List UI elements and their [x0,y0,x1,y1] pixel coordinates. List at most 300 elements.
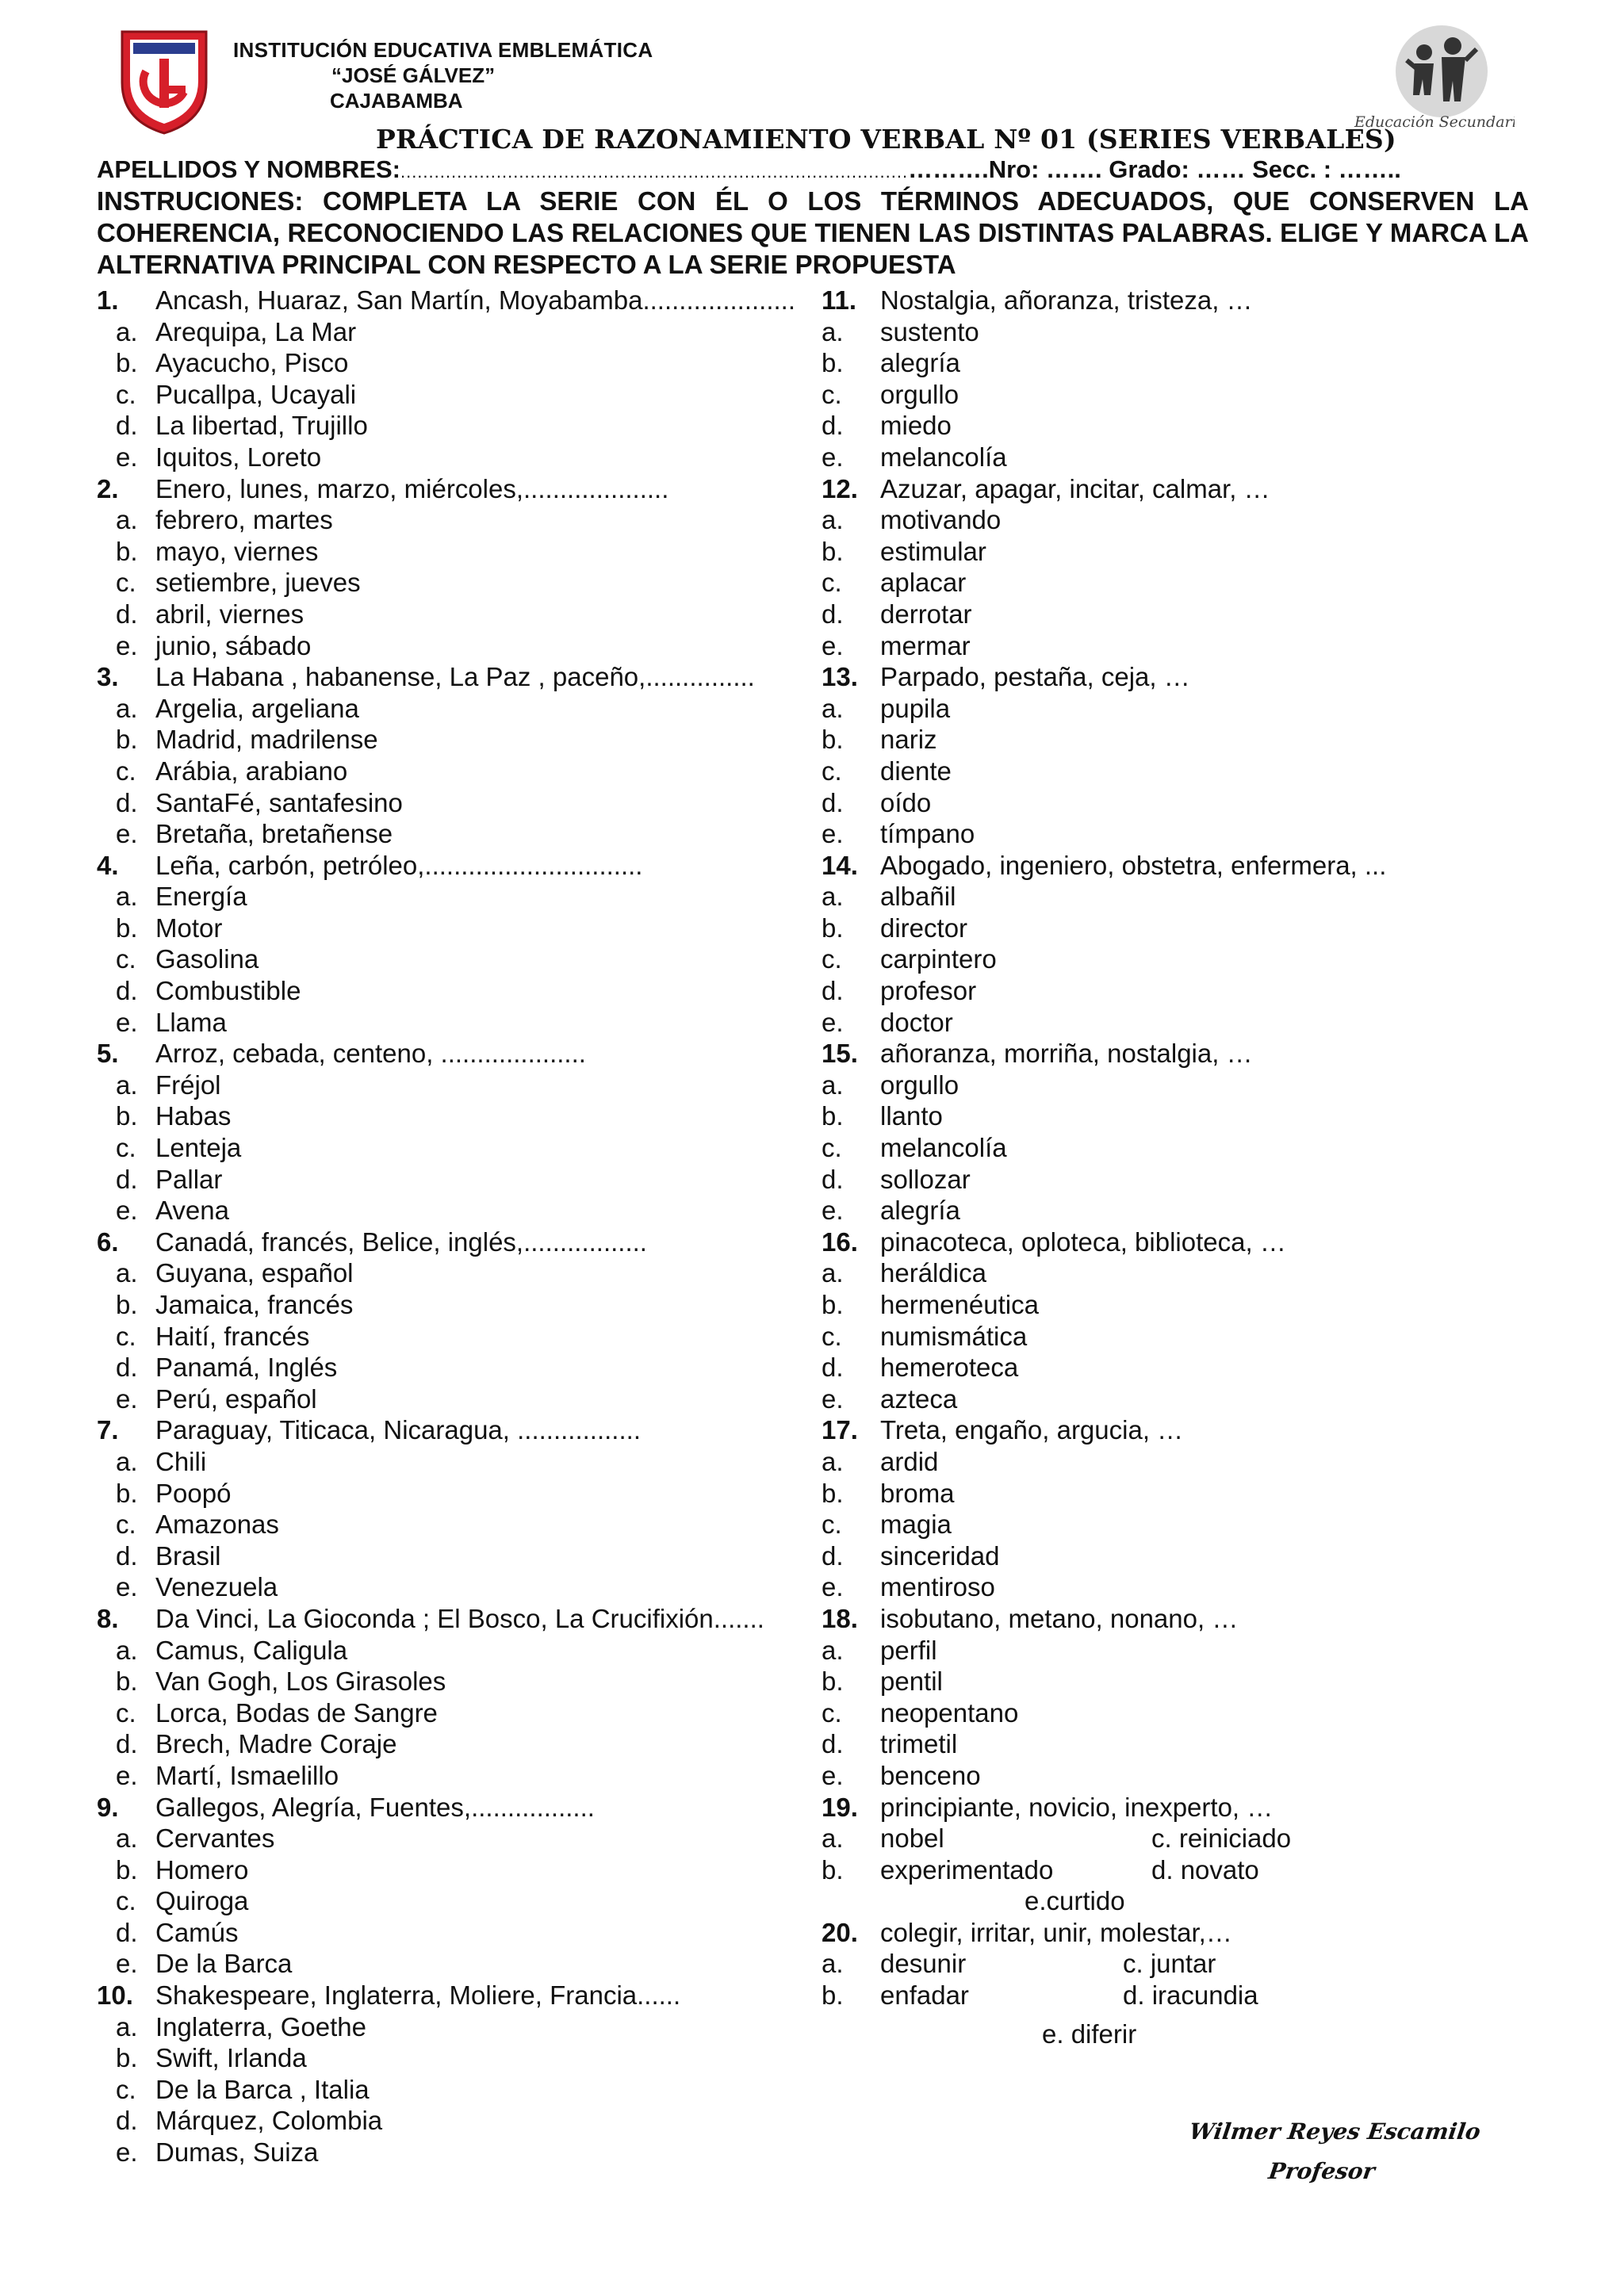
option-row[interactable] [822,536,1535,568]
question-prompt: Arroz, cebada, centeno, .................... [155,1039,586,1069]
option-text[interactable]: Inglaterra, Goethe [155,2011,366,2042]
option-text[interactable]: Swift, Irlanda [155,2043,307,2073]
option-row[interactable] [822,1635,1535,1667]
question-6 [97,1226,818,1258]
option-row[interactable] [97,1917,818,1949]
option-row[interactable] [822,1100,1535,1132]
option-letter: b. [116,348,138,378]
option-row[interactable] [97,1321,818,1353]
option-text[interactable]: melancolía [880,1133,1007,1163]
option-letter: c. [116,1321,136,1351]
option-row[interactable] [822,410,1535,442]
option-row[interactable] [822,1007,1535,1039]
option-text[interactable]: aplacar [880,568,967,598]
option-letter: d. [822,1540,844,1571]
option-row[interactable] [97,504,818,536]
option-text[interactable]: Energía [155,882,247,912]
option-text[interactable]: desunir [880,1949,967,1979]
option-text[interactable]: diente [880,756,952,786]
option-text[interactable]: Pucallpa, Ucayali [155,379,357,409]
option-text[interactable]: e. diferir [1042,2019,1137,2049]
option-text[interactable]: ardid [880,1446,939,1476]
option-text[interactable]: doctor [880,1007,953,1037]
option-row[interactable] [822,693,1535,725]
option-text[interactable]: abril, viernes [155,599,304,629]
option-text[interactable]: tímpano [880,819,975,849]
question-prompt: añoranza, morriña, nostalgia, … [880,1039,1253,1069]
option-text[interactable]: Poopó [155,1478,232,1508]
option-text[interactable]: Brasil [155,1540,221,1571]
option-row[interactable] [822,724,1535,756]
option-text[interactable]: perfil [880,1635,937,1665]
option-text[interactable]: Ayacucho, Pisco [155,348,349,378]
option-row[interactable] [97,1854,818,1886]
option-letter: c. [116,756,136,786]
option-letter: e. [822,1760,844,1790]
option-letter: e. [822,442,844,472]
option-text[interactable]: Lorca, Bodas de Sangre [155,1697,438,1728]
option-text[interactable]: director [880,913,968,943]
question-17 [822,1414,1535,1446]
option-row[interactable] [822,567,1535,599]
question-number: 8. [97,1603,119,1633]
option-row[interactable] [97,347,818,379]
option-text[interactable]: Haití, francés [155,1321,310,1351]
option-row[interactable] [97,1540,818,1572]
option-row[interactable] [822,1728,1535,1760]
option-text[interactable]: Madrid, madrilense [155,725,378,755]
option-text[interactable]: numismática [880,1321,1028,1351]
question-12 [822,473,1535,505]
option-text[interactable]: Quiroga [155,1886,249,1916]
seccion-label[interactable]: Secc. : …….. [1252,155,1401,183]
option-text[interactable]: Jamaica, francés [155,1290,354,1319]
question-5 [97,1038,818,1070]
option-row[interactable] [97,1509,818,1540]
option-row[interactable] [822,1070,1535,1101]
option-row[interactable] [97,2011,818,2043]
option-row[interactable] [822,1697,1535,1729]
option-letter: a. [116,1823,138,1854]
option-row[interactable] [97,724,818,756]
question-number: 9. [97,1792,119,1822]
option-text[interactable]: derrotar [880,599,972,629]
option-text[interactable]: Panamá, Inglés [155,1353,338,1383]
option-text[interactable]: e.curtido [1025,1886,1125,1916]
option-letter: e. [822,1572,844,1602]
option-row[interactable] [822,1854,1535,1886]
question-prompt: principiante, novicio, inexperto, … [880,1792,1274,1822]
option-letter: a. [822,882,844,912]
option-row[interactable] [97,1352,818,1383]
option-letter: a. [822,1949,844,1979]
option-row[interactable] [97,1383,818,1415]
option-row[interactable] [822,1164,1535,1196]
question-number: 7. [97,1415,119,1445]
option-text[interactable]: Combustible [155,976,301,1006]
option-text[interactable]: Dumas, Suiza [155,2137,319,2168]
option-letter: b. [116,1290,138,1319]
question-13 [822,661,1535,693]
question-prompt: colegir, irritar, unir, molestar,… [880,1917,1232,1947]
option-text[interactable]: melancolía [880,442,1007,472]
institution-name: INSTITUCIÓN EDUCATIVA EMBLEMÁTICA [233,38,653,62]
option-letter: e. [116,1196,138,1226]
question-prompt: Parpado, pestaña, ceja, … [880,662,1190,692]
option-text[interactable]: d. iracundia [1123,1980,1258,2011]
option-row[interactable] [822,379,1535,411]
option-row[interactable] [97,442,818,473]
option-row[interactable] [822,1540,1535,1572]
option-text[interactable]: Brech, Madre Coraje [155,1729,397,1759]
option-row[interactable] [97,1100,818,1132]
option-text[interactable]: alegría [880,348,960,378]
option-row[interactable] [97,1728,818,1760]
option-text[interactable]: Camús [155,1917,239,1947]
option-text[interactable]: Bretaña, bretañense [155,819,393,849]
option-letter: e. [116,1949,138,1979]
option-letter: b. [116,2043,138,2073]
option-letter: c. [116,2074,136,2104]
option-letter: e. [822,1383,844,1414]
option-row[interactable] [822,1195,1535,1226]
option-row[interactable] [822,1383,1535,1415]
option-text[interactable]: nariz [880,725,937,755]
option-text[interactable]: Motor [155,913,223,943]
option-text[interactable]: De la Barca , Italia [155,2074,370,2104]
option-text[interactable]: magia [880,1510,952,1540]
option-letter: d. [822,411,844,441]
option-letter: a. [116,1446,138,1476]
option-text[interactable]: Arábia, arabiano [155,756,348,786]
question-number: 19. [822,1792,858,1822]
option-text[interactable]: carpintero [880,944,997,974]
question-prompt: Treta, engaño, argucia, … [880,1415,1184,1445]
questions-left-column [97,285,818,2168]
question-prompt: isobutano, metano, nonano, … [880,1603,1239,1633]
option-text[interactable]: Argelia, argeliana [155,693,359,723]
option-text[interactable]: oído [880,787,932,817]
option-row[interactable] [822,1885,1535,1917]
option-letter: d. [116,1353,138,1383]
option-row[interactable] [822,1571,1535,1603]
option-letter: a. [822,1446,844,1476]
option-text[interactable]: Llama [155,1007,227,1037]
option-letter: b. [822,1101,844,1131]
option-letter: c. [116,1697,136,1728]
option-text[interactable]: Chili [155,1446,207,1476]
option-text[interactable]: Camus, Caligula [155,1635,348,1665]
option-text[interactable]: Arequipa, La Mar [155,316,357,346]
question-14 [822,850,1535,882]
question-number: 12. [822,473,858,503]
option-text[interactable]: profesor [880,976,977,1006]
option-text[interactable]: junio, sábado [155,630,312,660]
nro-label[interactable]: ……….Nro: ……. [908,155,1102,183]
option-text[interactable]: neopentano [880,1697,1019,1728]
question-9 [97,1792,818,1823]
option-row[interactable] [97,379,818,411]
option-row[interactable] [97,2042,818,2074]
option-row[interactable] [97,1478,818,1510]
option-text[interactable]: sinceridad [880,1540,1000,1571]
option-letter: d. [116,599,138,629]
option-text[interactable]: SantaFé, santafesino [155,787,403,817]
option-row[interactable] [97,316,818,348]
option-row[interactable] [97,1885,818,1917]
option-letter: a. [822,693,844,723]
option-row[interactable] [822,1980,1535,2011]
option-letter: b. [822,1667,844,1697]
option-letter: b. [822,1290,844,1319]
question-number: 4. [97,850,119,880]
option-text[interactable]: hemeroteca [880,1353,1019,1383]
option-text[interactable]: broma [880,1478,955,1508]
question-number: 6. [97,1226,119,1257]
option-row[interactable] [97,1446,818,1478]
option-text[interactable]: orgullo [880,379,959,409]
question-10 [97,1980,818,2011]
option-row[interactable] [97,756,818,787]
option-text[interactable]: sustento [880,316,979,346]
option-row[interactable] [97,536,818,568]
option-row[interactable] [97,2137,818,2168]
option-text[interactable]: La libertad, Trujillo [155,411,368,441]
option-row[interactable] [97,913,818,944]
option-text[interactable]: Cervantes [155,1823,275,1854]
option-row[interactable] [822,1132,1535,1164]
question-prompt: Leña, carbón, petróleo,.............................. [155,850,643,880]
option-row[interactable] [822,347,1535,379]
option-text[interactable]: Van Gogh, Los Girasoles [155,1667,446,1697]
option-letter: e. [116,1572,138,1602]
option-row[interactable] [97,1635,818,1667]
option-row[interactable] [97,1257,818,1289]
option-row[interactable] [97,1666,818,1697]
option-row[interactable] [822,599,1535,630]
option-row[interactable] [97,943,818,975]
option-row[interactable] [97,1948,818,1980]
option-row[interactable] [97,881,818,913]
option-letter: e. [116,2137,138,2168]
question-1 [97,285,818,316]
option-text[interactable]: febrero, martes [155,505,333,535]
option-text[interactable]: miedo [880,411,952,441]
option-text[interactable]: motivando [880,505,1002,535]
option-text[interactable]: sollozar [880,1164,971,1194]
option-letter: d. [822,787,844,817]
option-letter: a. [822,316,844,346]
option-text[interactable]: Guyana, español [155,1258,354,1288]
option-text[interactable]: albañil [880,882,956,912]
question-prompt: Enero, lunes, marzo, miércoles,.................... [155,473,669,503]
option-row[interactable] [97,599,818,630]
option-text[interactable]: Fréjol [155,1070,221,1100]
question-prompt: Da Vinci, La Gioconda ; El Bosco, La Crucifixión....... [155,1603,764,1633]
option-letter: a. [116,316,138,346]
option-text[interactable]: Lenteja [155,1133,242,1163]
option-letter: a. [116,2011,138,2042]
instructions-text: INSTRUCIONES: COMPLETA LA SERIE CON ÉL O LOS TÉRMINOS ADECUADOS, QUE CONSERVEN LA COHERENCIA, RECONOCIENDO LAS RELACIONES QUE TIENEN LAS DISTINTAS PALABRAS. ELIGE Y MARCA LA ALTERNATIVA PRINCIPAL CON RESPECTO A LA SERIE PROPUESTA [97,186,1529,279]
option-row[interactable] [822,2011,1535,2053]
option-text[interactable]: Venezuela [155,1572,278,1602]
option-row[interactable] [97,1760,818,1792]
option-text[interactable]: Amazonas [155,1510,279,1540]
option-text[interactable]: c. juntar [1123,1949,1216,1979]
option-text[interactable]: mermar [880,630,971,660]
option-text[interactable]: alegría [880,1196,960,1226]
option-row[interactable] [97,1007,818,1039]
question-11 [822,285,1535,316]
option-row[interactable] [97,1070,818,1101]
teacher-signature-name: Wilmer Reyes Escamilo [1187,2118,1483,2145]
option-letter: e. [822,1007,844,1037]
option-text[interactable]: c. reiniciado [1151,1823,1292,1854]
option-row[interactable] [822,1321,1535,1353]
option-text[interactable]: benceno [880,1760,981,1790]
option-text[interactable]: Martí, Ismaelillo [155,1760,339,1790]
option-text[interactable]: trimetil [880,1729,958,1759]
option-row[interactable] [97,410,818,442]
option-row[interactable] [822,630,1535,662]
option-text[interactable]: Iquitos, Loreto [155,442,322,472]
option-letter: b. [822,1854,844,1885]
option-letter: a. [822,1258,844,1288]
question-prompt: Ancash, Huaraz, San Martín, Moyabamba..................... [155,285,796,315]
school-name: “JOSÉ GÁLVEZ” [331,63,496,87]
school-crest-icon [117,27,211,136]
question-number: 15. [822,1039,858,1069]
option-row[interactable] [97,1697,818,1729]
option-row[interactable] [822,975,1535,1007]
right-logo-caption: Educación Secundaria [1354,113,1515,131]
option-letter: a. [822,1635,844,1665]
option-row[interactable] [822,1823,1535,1854]
option-row[interactable] [97,787,818,819]
option-text[interactable]: Márquez, Colombia [155,2106,383,2136]
option-row[interactable] [97,1289,818,1321]
option-row[interactable] [97,2105,818,2137]
option-text[interactable]: heráldica [880,1258,986,1288]
option-letter: b. [116,1101,138,1131]
option-row[interactable] [97,818,818,850]
option-row[interactable] [97,693,818,725]
question-16 [822,1226,1535,1258]
option-row[interactable] [822,1760,1535,1792]
option-letter: c. [116,1510,136,1540]
option-row[interactable] [822,818,1535,850]
option-text[interactable]: d. novato [1151,1854,1259,1885]
option-row[interactable] [822,881,1535,913]
option-row[interactable] [822,1446,1535,1478]
question-prompt: Shakespeare, Inglaterra, Moliere, Francia...... [155,1980,681,2011]
question-4 [97,850,818,882]
option-text[interactable]: estimular [880,536,986,566]
option-letter: c. [822,1510,842,1540]
teacher-signature-title: Profesor [1266,2158,1377,2184]
education-secundaria-logo-icon [1348,22,1515,133]
option-text[interactable]: mayo, viernes [155,536,319,566]
question-number: 5. [97,1039,119,1069]
option-letter: c. [822,568,842,598]
option-row[interactable] [822,442,1535,473]
option-row[interactable] [822,1478,1535,1510]
option-row[interactable] [822,756,1535,787]
option-row[interactable] [97,2074,818,2106]
option-row[interactable] [822,1666,1535,1697]
option-row[interactable] [822,787,1535,819]
option-text[interactable]: Perú, español [155,1383,317,1414]
option-row[interactable] [97,1571,818,1603]
option-row[interactable] [97,1132,818,1164]
option-row[interactable] [822,913,1535,944]
option-text[interactable]: De la Barca [155,1949,293,1979]
option-text[interactable]: orgullo [880,1070,959,1100]
option-row[interactable] [822,504,1535,536]
option-text[interactable]: mentiroso [880,1572,995,1602]
option-letter: c. [822,1321,842,1351]
option-text[interactable]: enfadar [880,1980,969,2011]
question-2 [97,473,818,505]
option-row[interactable] [822,316,1535,348]
option-text[interactable]: Homero [155,1854,249,1885]
option-row[interactable] [97,567,818,599]
option-text[interactable]: nobel [880,1823,944,1854]
option-letter: b. [822,725,844,755]
option-text[interactable]: azteca [880,1383,958,1414]
option-letter: c. [822,756,842,786]
option-text[interactable]: Gasolina [155,944,259,974]
option-row[interactable] [822,1289,1535,1321]
option-text[interactable]: pupila [880,693,951,723]
grado-label[interactable]: Grado: …… [1109,155,1246,183]
question-prompt: Canadá, francés, Belice, inglés,................. [155,1226,647,1257]
option-row[interactable] [822,1257,1535,1289]
option-row[interactable] [97,630,818,662]
option-text[interactable]: Habas [155,1101,232,1131]
option-row[interactable] [822,943,1535,975]
option-row[interactable] [97,975,818,1007]
questions-11-18 [822,285,1535,1792]
option-row[interactable] [97,1823,818,1854]
option-text[interactable]: experimentado [880,1854,1054,1885]
option-text[interactable]: hermenéutica [880,1290,1039,1319]
option-row[interactable] [822,1509,1535,1540]
question-number: 10. [97,1980,133,2011]
option-letter: e. [116,442,138,472]
option-text[interactable]: pentil [880,1667,943,1697]
option-text[interactable]: Avena [155,1196,229,1226]
option-row[interactable] [822,1352,1535,1383]
question-18 [822,1603,1535,1635]
option-row[interactable] [97,1195,818,1226]
names-fill-dots[interactable]: .......................................................................................... [400,162,909,182]
option-text[interactable]: setiembre, jueves [155,568,361,598]
option-text[interactable]: llanto [880,1101,943,1131]
option-letter: d. [116,787,138,817]
option-row[interactable] [97,1164,818,1196]
option-letter: d. [116,411,138,441]
option-row[interactable] [822,1948,1535,1980]
option-letter: c. [822,944,842,974]
option-letter: d. [822,1164,844,1194]
option-letter: d. [116,976,138,1006]
option-letter: d. [116,1540,138,1571]
option-letter: e. [116,1760,138,1790]
question-8 [97,1603,818,1635]
option-text[interactable]: Pallar [155,1164,223,1194]
option-letter: a. [822,1070,844,1100]
